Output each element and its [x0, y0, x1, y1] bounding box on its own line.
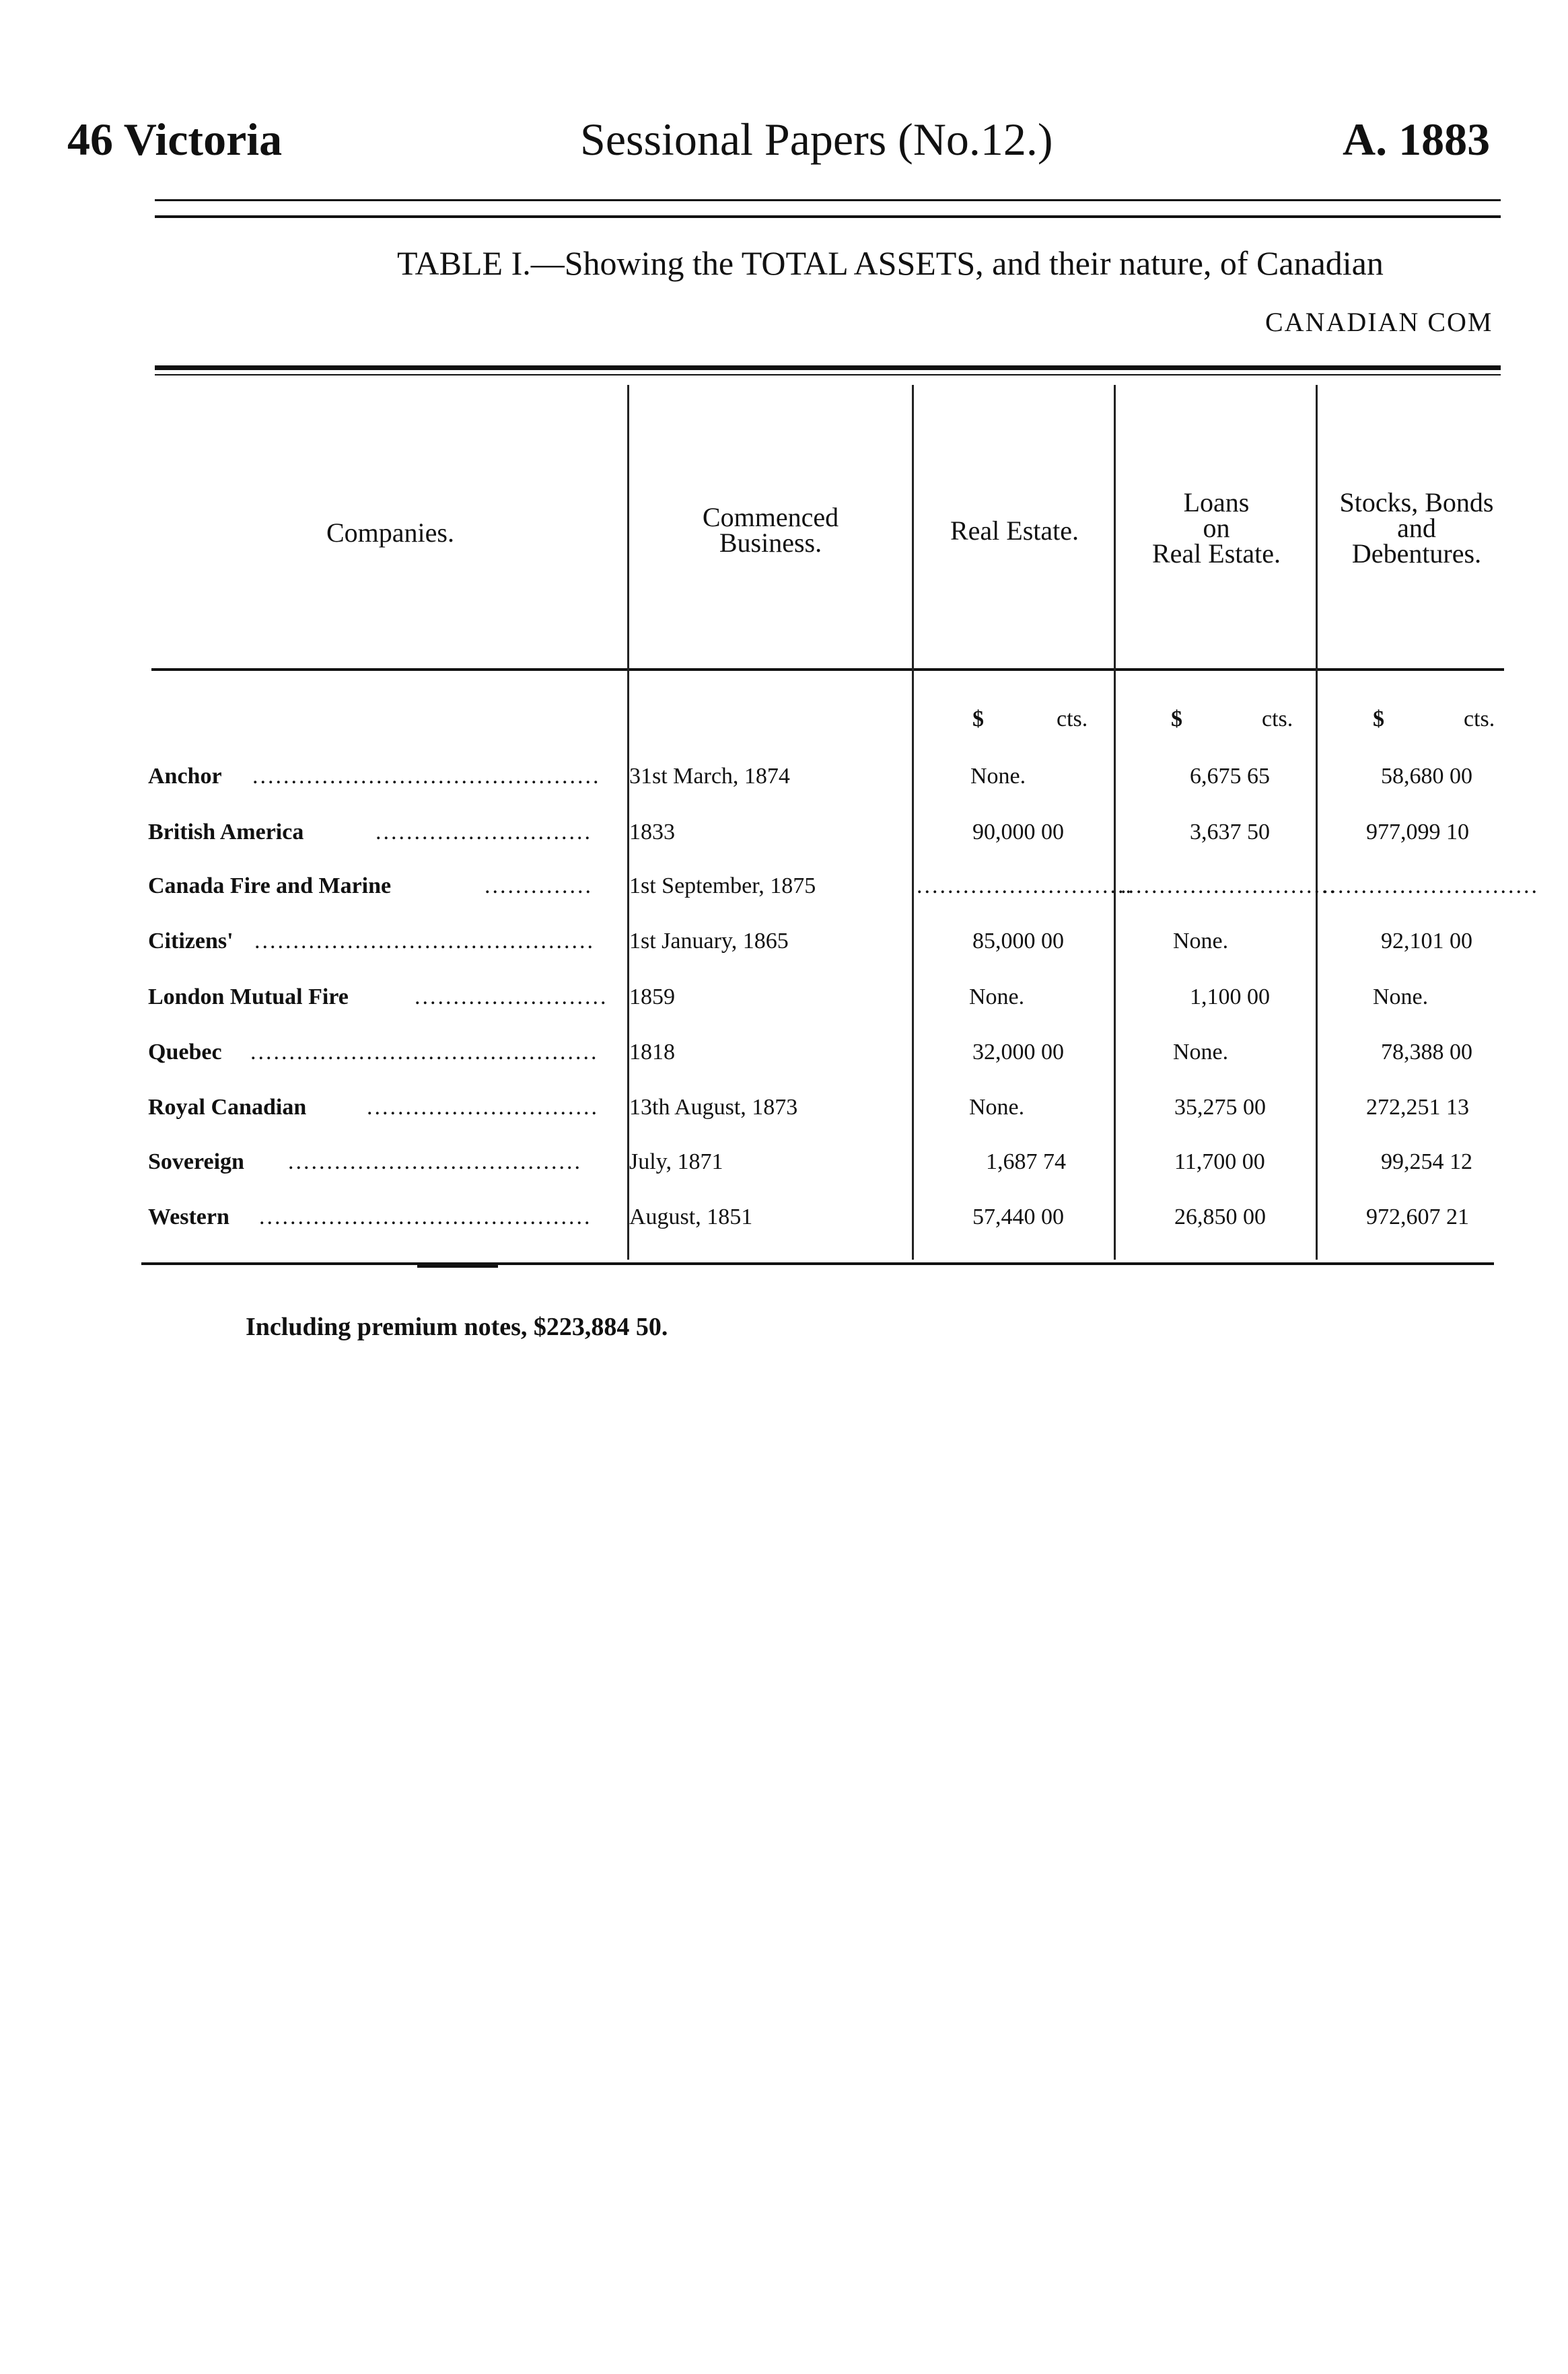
loans-value: 3,637 50 — [1190, 820, 1270, 844]
stocks-value: 78,388 00 — [1381, 1040, 1472, 1065]
unit-cents-stocks: cts. — [1464, 707, 1495, 731]
column-header-commenced: Commenced Business. — [702, 502, 839, 558]
leader-dots: ............................................. — [252, 764, 601, 789]
commenced-date: August, 1851 — [629, 1204, 753, 1229]
leader-dots: ............................................ — [254, 929, 595, 954]
stocks-value: 58,680 00 — [1381, 764, 1472, 789]
table-top-rule — [155, 365, 1501, 370]
column-header-stocks: Stocks, Bonds and Debentures. — [1339, 487, 1494, 569]
column-header-companies: Companies. — [326, 517, 454, 548]
company-name: Western — [148, 1204, 229, 1229]
unit-dollar-stocks: $ — [1373, 707, 1384, 731]
unit-cents-loans: cts. — [1262, 707, 1293, 731]
leader-dots: ......................... — [415, 984, 608, 1009]
leader-dots: .............................. — [367, 1095, 599, 1120]
commenced-date: 1833 — [629, 820, 675, 844]
table-bottom-rule-thick — [417, 1262, 498, 1268]
loans-value: None. — [1173, 1040, 1229, 1065]
leader-dots: ...................................... — [288, 1149, 582, 1174]
leader-dots: .............. — [485, 873, 593, 898]
column-header-real-estate: Real Estate. — [950, 515, 1079, 546]
company-name: Canada Fire and Marine — [148, 873, 392, 898]
company-name: British America — [148, 820, 304, 844]
real-estate-value: 85,000 00 — [972, 929, 1064, 954]
column-divider-3 — [1114, 385, 1116, 1260]
column-divider-4 — [1316, 385, 1318, 1260]
real-estate-value: 1,687 74 — [986, 1149, 1066, 1174]
unit-dollar-real-estate: $ — [972, 707, 984, 731]
table-caption: TABLE I.—Showing the TOTAL ASSETS, and their nature, of Canadian — [397, 244, 1384, 282]
company-name: Royal Canadian — [148, 1095, 307, 1120]
unit-cents-real-estate: cts. — [1057, 707, 1088, 731]
commenced-date: 31st March, 1874 — [629, 764, 790, 789]
stocks-value: 99,254 12 — [1381, 1149, 1472, 1174]
company-name: Quebec — [148, 1040, 222, 1065]
real-estate-value: None. — [969, 984, 1025, 1009]
column-header-loans: Loans on Real Estate. — [1151, 487, 1281, 569]
table-caption-subheading: CANADIAN COM — [1265, 307, 1493, 337]
stocks-value: None. — [1373, 984, 1429, 1009]
leader-dots: ............................ — [376, 820, 592, 844]
real-estate-value: 90,000 00 — [972, 820, 1064, 844]
company-name: London Mutual Fire — [148, 984, 349, 1009]
loans-value: 6,675 65 — [1190, 764, 1270, 789]
stocks-value: 272,251 13 — [1366, 1095, 1469, 1120]
commenced-date: 13th August, 1873 — [629, 1095, 798, 1120]
unit-dollar-loans: $ — [1171, 707, 1182, 731]
leader-dots: ............................ — [1120, 873, 1337, 898]
commenced-date: 1859 — [629, 984, 675, 1009]
commenced-date: July, 1871 — [629, 1149, 723, 1174]
stocks-value: 92,101 00 — [1381, 929, 1472, 954]
company-name: Citizens' — [148, 929, 234, 954]
footnote: Including premium notes, $223,884 50. — [246, 1313, 668, 1341]
header-rule-top — [155, 199, 1501, 201]
real-estate-value: None. — [970, 764, 1026, 789]
stocks-value: 977,099 10 — [1366, 820, 1469, 844]
header-right: A. 1883 — [1343, 114, 1491, 165]
loans-value: 11,700 00 — [1174, 1149, 1265, 1174]
commenced-date: 1st January, 1865 — [629, 929, 789, 954]
commenced-date: 1818 — [629, 1040, 675, 1065]
table-bottom-rule — [141, 1262, 1494, 1265]
leader-dots: ............................ — [917, 873, 1133, 898]
column-divider-2 — [912, 385, 914, 1260]
header-center: Sessional Papers (No.12.) — [580, 114, 1053, 165]
company-name: Anchor — [148, 764, 222, 789]
header-rule-bottom — [155, 215, 1501, 218]
leader-dots: ........................................... — [259, 1204, 592, 1229]
leader-dots: ............................................. — [250, 1040, 599, 1065]
company-name: Sovereign — [148, 1149, 244, 1174]
real-estate-value: 57,440 00 — [972, 1204, 1064, 1229]
column-header-rule — [151, 668, 1504, 671]
table-top-rule-thin — [155, 374, 1501, 375]
leader-dots: ............................ — [1322, 873, 1539, 898]
real-estate-value: 32,000 00 — [972, 1040, 1064, 1065]
commenced-date: 1st September, 1875 — [629, 873, 816, 898]
loans-value: 35,275 00 — [1174, 1095, 1266, 1120]
real-estate-value: None. — [969, 1095, 1025, 1120]
loans-value: 26,850 00 — [1174, 1204, 1266, 1229]
header-left: 46 Victoria — [67, 114, 283, 165]
loans-value: 1,100 00 — [1190, 984, 1270, 1009]
stocks-value: 972,607 21 — [1366, 1204, 1469, 1229]
loans-value: None. — [1173, 929, 1229, 954]
